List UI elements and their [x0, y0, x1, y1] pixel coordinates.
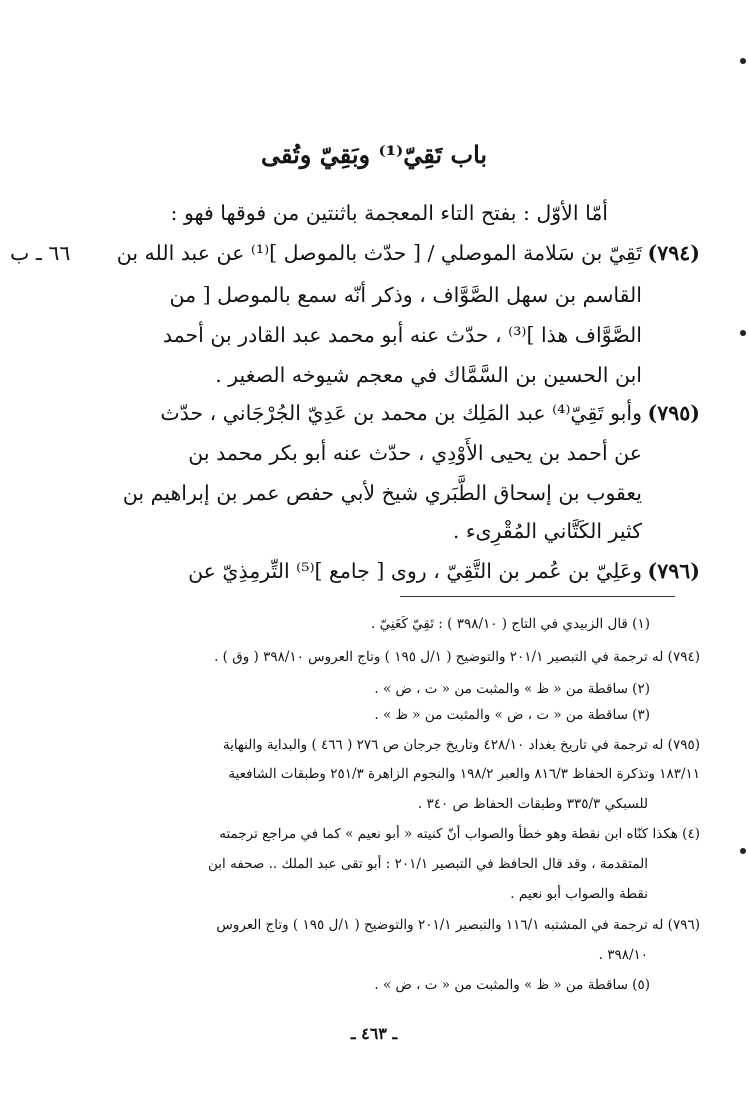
- margin-reference: ٦٦ ـ ب: [10, 241, 71, 265]
- footnote: ٣٩٨/١٠ .: [598, 947, 648, 963]
- page-number: ـ ٤٦٣ ـ: [350, 1024, 398, 1043]
- entry-line: ابن الحسين بن السَّمَّاك في معجم شيوخه الصغير .: [215, 363, 642, 387]
- intro-line: أمّا الأوّل : بفتح التاء المعجمة باثنتين من فوقها فهو :: [170, 201, 608, 225]
- scan-mark-dot: [740, 330, 746, 336]
- footnote: (٢) ساقطة من « ظ » والمثبت من « ت ، ض » .: [374, 681, 650, 697]
- entry-number: (٧٩٥): [647, 401, 700, 425]
- entry-line: وأبو تَقِيّ⁽⁴⁾ عبد المَلِك بن محمد بن عَدِيّ الجُرْجَاني ، حدّث: [160, 401, 642, 425]
- entry-line: يعقوب بن إسحاق الطَّبَري شيخ لأبي حفص عمر بن إبراهيم بن: [122, 481, 642, 505]
- footnote: (٥) ساقطة من « ظ » والمثبت من « ت ، ض » .: [374, 977, 650, 993]
- footnote: (٧٩٦) له ترجمة في المشتبه ١١٦/١ والتبصير ٢٠١/١ والتوضيح ( ١/ل ١٩٥ ) وتاج العروس: [216, 917, 700, 933]
- footnote: ١٨٣/١١ وتذكرة الحفاظ ٨١٦/٣ والعبر ١٩٨/٢ والنجوم الزاهرة ٢٥١/٣ وطبقات الشافعية: [228, 766, 700, 782]
- footnote: (٧٩٤) له ترجمة في التبصير ٢٠١/١ والتوضيح ( ١/ل ١٩٥ ) وتاج العروس ٣٩٨/١٠ ( وق ) .: [214, 649, 700, 665]
- footnote: (٧٩٥) له ترجمة في تاريخ بغداد ٤٢٨/١٠ وتاريخ جرجان ص ٢٧٦ ( ٤٦٦ ) والبداية والنهاية: [222, 737, 700, 753]
- entry-line: عن أحمد بن يحيى الأَوْدِي ، حدّث عنه أبو بكر محمد بن: [188, 441, 642, 465]
- entry-line: الصَّوَّاف هذا ]⁽³⁾ ، حدّث عنه أبو محمد عبد القادر بن أحمد: [162, 323, 642, 347]
- footnote: نقطة والصواب أبو نعيم .: [510, 886, 648, 902]
- footnote: (٤) هكذا كنّاه ابن نقطة وهو خطأ والصواب أنّ كنيته « أبو نعيم » كما في مراجع ترجمته: [219, 826, 700, 842]
- footnote: المتقدمة ، وقد قال الحافظ في التبصير ٢٠١/١ : أبو تقى عبد الملك .. صحفه ابن: [208, 856, 648, 872]
- entry-number: (٧٩٤): [647, 241, 700, 265]
- entry-line: وعَلِيّ بن عُمر بن التَّقِيّ ، روى [ جامع ]⁽⁵⁾ التِّرمِذِيّ عن: [188, 559, 642, 583]
- chapter-title: باب تَقِيّ⁽¹⁾ وبَقِيّ وتُقى: [260, 140, 488, 169]
- entry-line: كثير الكَتَّاني المُقْرِىء .: [452, 519, 642, 543]
- footnote: (١) قال الزبيدي في التاج ( ٣٩٨/١٠ ) : تَقِيّ كَغَنِيّ .: [371, 616, 650, 632]
- entry-number: (٧٩٦): [647, 559, 700, 583]
- scan-mark-dot: [740, 58, 746, 64]
- footnote: (٣) ساقطة من « ت ، ض » والمثبت من « ظ » .: [374, 707, 650, 723]
- footnote-separator: [400, 596, 675, 597]
- scan-mark-dot: [740, 848, 746, 854]
- footnote: للسبكي ٣٣٥/٣ وطبقات الحفاظ ص ٣٤٠ .: [417, 796, 648, 812]
- entry-line: القاسم بن سهل الصَّوَّاف ، وذكر أنّه سمع بالموصل [ من: [169, 283, 642, 307]
- entry-line: تَقِيّ بن سَلامة الموصلي / [ حدّث بالموصل ]⁽¹⁾ عن عبد الله بن: [116, 241, 642, 265]
